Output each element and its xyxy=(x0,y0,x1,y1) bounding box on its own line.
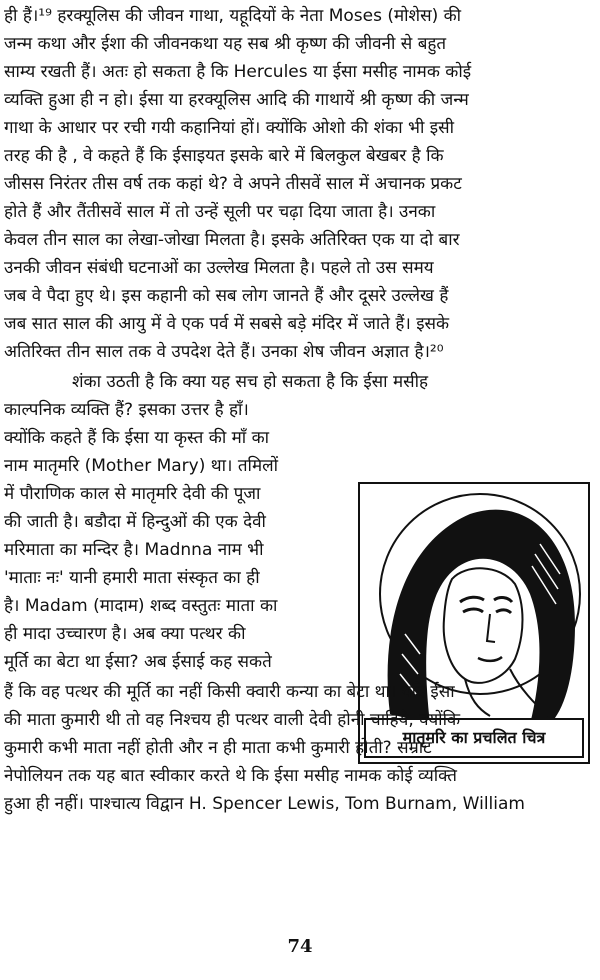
text-line: मूर्ति का बेटा था ईसा? अब ईसाई कह सकते xyxy=(4,652,272,672)
text-line: काल्पनिक व्यक्ति हैं? इसका उत्तर है हाँ। xyxy=(4,400,249,420)
text-line: हुआ ही नहीं। पाश्चात्य विद्वान H. Spencer Lewis, Tom Burnam, William xyxy=(4,794,525,814)
text-line: जीसस निरंतर तीस वर्ष तक कहां थे? वे अपने तीसवें साल में अचानक प्रकट xyxy=(4,174,462,194)
text-line: तरह की है , वे कहते हैं कि ईसाइयत इसके बारे में बिलकुल बेखबर है कि xyxy=(4,146,444,166)
text-line: में पौराणिक काल से मातृमरि देवी की पूजा xyxy=(4,484,261,504)
page-number: 74 xyxy=(287,936,313,957)
text-line: ही मादा उच्चारण है। अब क्या पत्थर की xyxy=(4,624,246,644)
text-line: केवल तीन साल का लेखा-जोखा मिलता है। इसके अतिरिक्त एक या दो बार xyxy=(4,230,460,250)
text-line: की माता कुमारी थी तो वह निश्चय ही पत्थर वाली देवी होनी चाहिये, क्योंकि xyxy=(4,710,461,730)
text-line: क्योंकि कहते हैं कि ईसा या कृस्त की माँ का xyxy=(4,428,270,448)
figure-caption: मातृमरि का प्रचलित चित्र xyxy=(364,718,584,758)
text-line: नेपोलियन तक यह बात स्वीकार करते थे कि ईसा मसीह नामक कोई व्यक्ति xyxy=(4,766,457,786)
paragraph-indent-line: शंका उठती है कि क्या यह सच हो सकता है कि ईसा मसीह xyxy=(72,372,429,392)
text-line: अतिरिक्त तीन साल तक वे उपदेश देते हैं। उनका शेष जीवन अज्ञात है।²⁰ xyxy=(4,342,444,362)
text-line: गाथा के आधार पर रची गयी कहानियां हों। क्योंकि ओशो की शंका भी इसी xyxy=(4,118,455,138)
text-line: कुमारी कभी माता नहीं होती और न ही माता कभी कुमारी होती? सम्राट xyxy=(4,738,432,758)
text-line: 'माताः नः' यानी हमारी माता संस्कृत का ही xyxy=(4,568,260,588)
text-line: ही हैं।¹⁹ हरक्यूलिस की जीवन गाथा, यहूदियों के नेता Moses (मोशेस) की xyxy=(4,6,462,26)
text-line: साम्य रखती हैं। अतः हो सकता है कि Hercules या ईसा मसीह नामक कोई xyxy=(4,62,472,82)
text-line: होते हैं और तैंतीसवें साल में तो उन्हें सूली पर चढ़ा दिया जाता है। उनका xyxy=(4,202,436,222)
text-line: मरिमाता का मन्दिर है। Madnna नाम भी xyxy=(4,540,264,560)
text-line: जब वे पैदा हुए थे। इस कहानी को सब लोग जानते हैं और दूसरे उल्लेख हैं xyxy=(4,286,449,306)
text-line: नाम मातृमरि (Mother Mary) था। तमिलों xyxy=(4,456,279,476)
text-line: की जाती है। बडौदा में हिन्दुओं की एक देवी xyxy=(4,512,266,532)
text-line: है। Madam (मादाम) शब्द वस्तुतः माता का xyxy=(4,596,278,616)
text-line: हैं कि वह पत्थर की मूर्ति का नहीं किसी क्वारी कन्या का बेटा था। यदि ईसा xyxy=(4,682,455,702)
text-line: व्यक्ति हुआ ही न हो। ईसा या हरक्यूलिस आदि की गाथायें श्री कृष्ण की जन्म xyxy=(4,90,469,110)
text-line: जब सात साल की आयु में वे एक पर्व में सबसे बड़े मंदिर में जाते हैं। इसके xyxy=(4,314,450,334)
text-line: जन्म कथा और ईशा की जीवनकथा यह सब श्री कृष्ण की जीवनी से बहुत xyxy=(4,34,447,54)
text-line: उनकी जीवन संबंधी घटनाओं का उल्लेख मिलता है। पहले तो उस समय xyxy=(4,258,434,278)
